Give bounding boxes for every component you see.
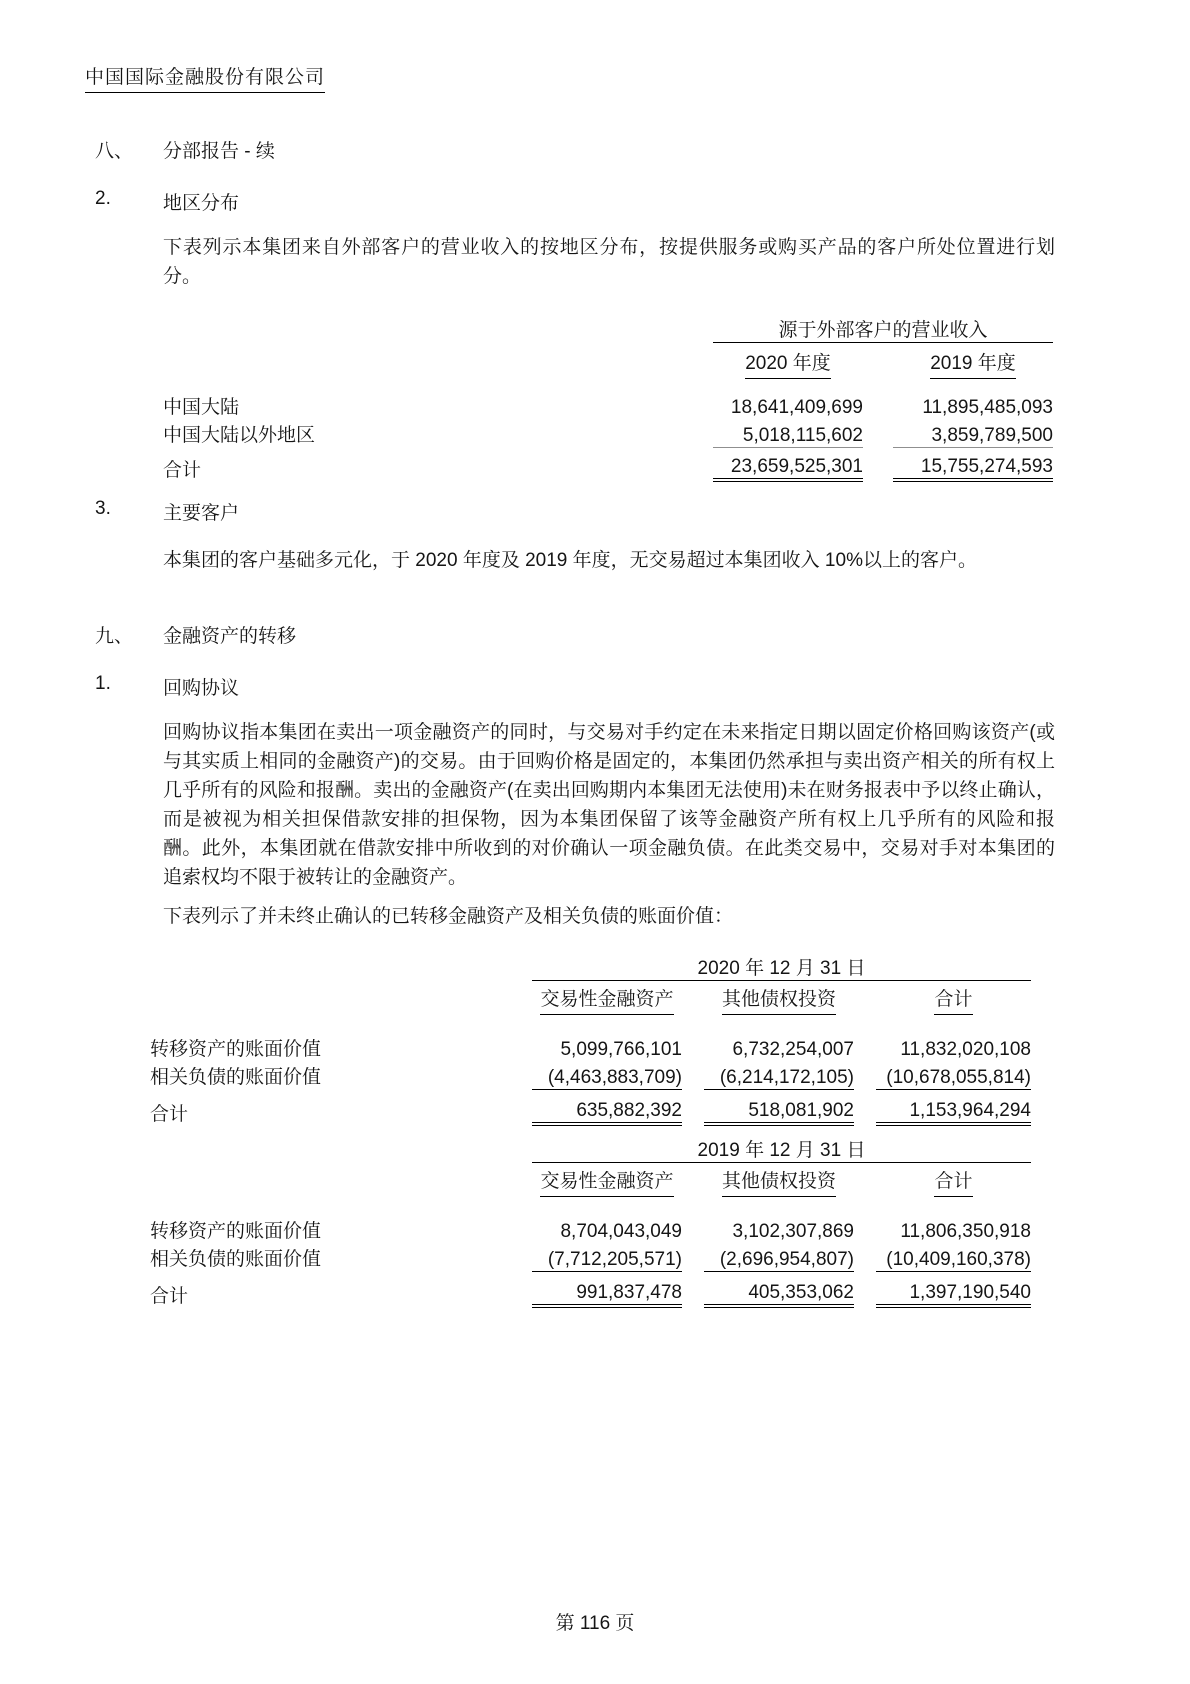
table-total-row [150,1271,1031,1308]
date-header-2020: 2020 年 12 月 31 日 [532,944,1031,981]
total-value: 1,397,190,540 [876,1271,1031,1308]
total-value: 635,882,392 [532,1089,682,1126]
table-row [163,391,1053,419]
table-row [150,1033,1031,1061]
date-header-2019: 2019 年 12 月 31 日 [532,1126,1031,1163]
column-header-other-debt: 其他债权投资 [722,984,836,1015]
cell-value: (10,409,160,378) [886,1249,1031,1270]
item-3-heading [95,498,239,525]
item-1-heading [95,673,239,700]
item-2-title: 地区分布 [163,193,240,214]
total-label: 合计 [150,1286,189,1307]
column-header-2020: 2020 年度 [745,348,831,379]
row-label-transferred-assets: 转移资产的账面价值 [150,1039,322,1060]
transfer-intro-paragraph: 下表列示了并未终止确认的已转移金融资产及相关负债的账面价值： [163,906,734,927]
item-3-number: 3. [95,498,111,519]
section-ix-number: 九、 [95,626,134,647]
section-viii-title: 分部报告 - 续 [163,141,275,162]
section-viii-number: 八、 [95,141,134,162]
mainland-2019-value: 11,895,485,093 [922,397,1053,418]
cell-value: 11,832,020,108 [900,1039,1031,1060]
table-row [150,1243,1031,1271]
table-total-row [150,1089,1031,1126]
section-ix-title: 金融资产的转移 [163,626,297,647]
item-2-paragraph: 下表列示本集团来自外部客户的营业收入的按地区分布，按提供服务或购买产品的客户所处位置进行划分。 [163,237,1055,287]
table-row [150,1163,1031,1197]
table-row [150,1061,1031,1089]
cell-value: 8,704,043,049 [560,1221,682,1242]
outside-2019-value: 3,859,789,500 [931,425,1053,446]
cell-value: 11,806,350,918 [900,1221,1031,1242]
outside-2020-value: 5,018,115,602 [742,425,863,446]
column-header-other-debt: 其他债权投资 [722,1166,836,1197]
total-value: 991,837,478 [532,1271,682,1308]
column-header-trading-assets: 交易性金融资产 [540,1166,673,1197]
table-row [163,343,1053,379]
cell-value: (6,214,172,105) [719,1067,854,1088]
total-label: 合计 [150,1104,189,1125]
table-row [150,1126,1031,1163]
total-value: 518,081,902 [704,1089,854,1126]
table-total-row [163,447,1053,482]
table-row [150,944,1031,981]
item-3-paragraph: 本集团的客户基础多元化，于 2020 年度及 2019 年度，无交易超过本集团收入 10%以上的客户。 [163,550,977,571]
mainland-2020-value: 18,641,409,699 [730,397,863,418]
cell-value: (7,712,205,571) [547,1249,682,1270]
table-row [163,419,1053,447]
revenue-by-region-table [133,304,1083,482]
company-name: 中国国际金融股份有限公司 [85,62,325,93]
total-value: 1,153,964,294 [876,1089,1031,1126]
row-label-transferred-assets: 转移资产的账面价值 [150,1221,322,1242]
cell-value: 6,732,254,007 [732,1039,854,1060]
item-1-title: 回购协议 [163,678,240,699]
total-2020-value: 23,659,525,301 [713,447,863,482]
row-label-related-liabilities: 相关负债的账面价值 [150,1067,322,1088]
transfer-table-2020 [128,944,1053,1126]
cell-value: (2,696,954,807) [719,1249,854,1270]
table-row [150,1215,1031,1243]
column-header-total: 合计 [934,1166,972,1197]
column-header-total: 合计 [934,984,972,1015]
revenue-group-header: 源于外部客户的营业收入 [713,304,1053,343]
repurchase-paragraph: 回购协议指本集团在卖出一项金融资产的同时，与交易对手约定在未来指定日期以固定价格回购该资产(或与其实质上相同的金融资产)的交易。由于回购价格是固定的，本集团仍然承担与卖出资产相关的所有权上几乎所有的风险和报酬。卖出的金融资产(在卖出回购期内本集团无法使用)未在财务报表中予以终止确认，而是被视为相关担保借款安排的担保物，因为本集团保留了该等金融资产所有权上几乎所有的风险和报酬。此外，本集团就在借款安排中所收到的对价确认一项金融负债。在此类交易中，交易对手对本集团的追索权均不限于被转让的金融资产。 [163,722,1055,888]
total-label: 合计 [163,460,202,481]
row-label-mainland: 中国大陆 [163,397,240,418]
page-number: 第 116 页 [555,1613,635,1634]
total-value: 405,353,062 [704,1271,854,1308]
item-1-number: 1. [95,673,111,694]
item-2-heading [95,188,239,215]
section-viii-heading [95,136,275,163]
item-2-number: 2. [95,188,111,209]
total-2019-value: 15,755,274,593 [893,447,1053,482]
table-row [163,304,1053,343]
row-label-outside-mainland: 中国大陆以外地区 [163,425,316,446]
table-row [150,981,1031,1015]
cell-value: 5,099,766,101 [560,1039,682,1060]
column-header-2019: 2019 年度 [930,348,1016,379]
column-header-trading-assets: 交易性金融资产 [540,984,673,1015]
cell-value: (10,678,055,814) [886,1067,1031,1088]
transfer-table-2019 [128,1126,1053,1308]
cell-value: (4,463,883,709) [547,1067,682,1088]
section-ix-heading [95,621,296,648]
cell-value: 3,102,307,869 [732,1221,854,1242]
item-3-title: 主要客户 [163,503,240,524]
row-label-related-liabilities: 相关负债的账面价值 [150,1249,322,1270]
